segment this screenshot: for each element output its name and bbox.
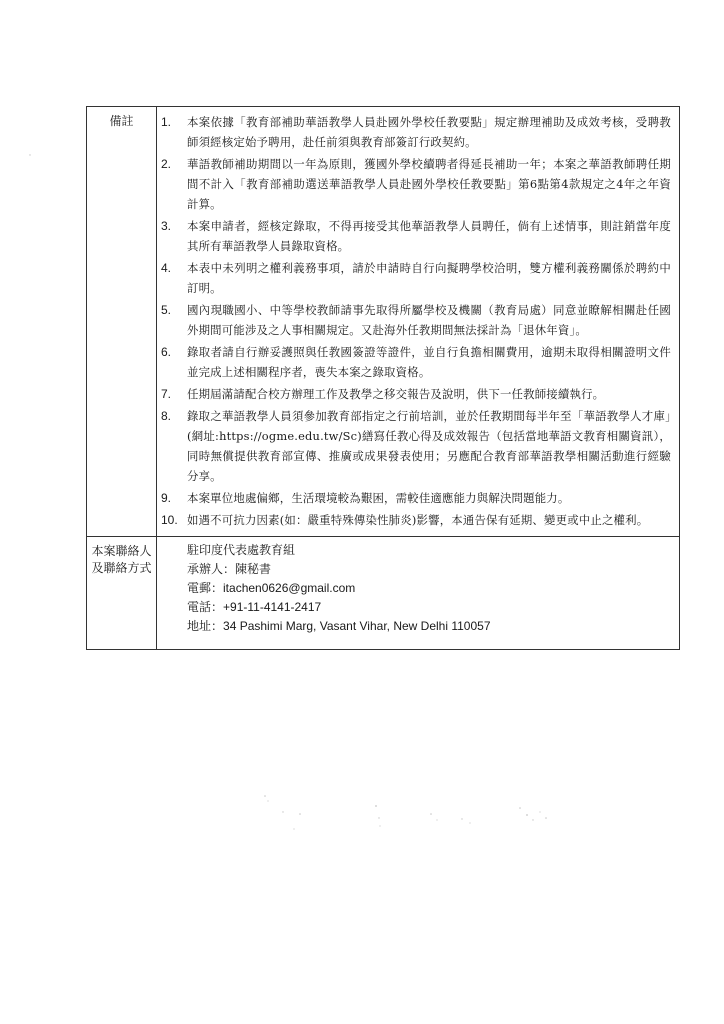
phone-value: +91-11-4141-2417 [223, 600, 322, 614]
contact-org: 駐印度代表處教育組 [187, 543, 296, 557]
list-item-text: 任期屆滿請配合校方辦理工作及教學之移交報告及說明，供下一任教師接續執行。 [187, 387, 605, 401]
contact-phone [187, 598, 673, 617]
list-item-number: 3. [161, 219, 172, 233]
list-item [161, 384, 671, 404]
list-item [161, 216, 671, 256]
remarks-table [86, 106, 680, 650]
list-item [161, 488, 671, 508]
list-item-number: 2. [161, 157, 172, 171]
list-item-number: 4. [161, 261, 172, 275]
address-value: 34 Pashimi Marg, Vasant Vihar, New Delhi 110057 [223, 619, 491, 633]
list-item-number: 8. [161, 409, 172, 423]
list-item [161, 154, 671, 214]
list-item-text: 本案申請者，經核定錄取，不得再接受其他華語教學人員聘任，倘有上述情事，則註銷當年度其所有華語教學人員錄取資格。 [187, 219, 671, 253]
list-item [161, 342, 671, 382]
list-item-text: 本案依據「教育部補助華語教學人員赴國外學校任教要點」規定辦理補助及成效考核，受聘教師須經核定始予聘用，赴任前須與教育部簽訂行政契約。 [187, 115, 671, 149]
email-value: itachen0626@gmail.com [223, 581, 356, 595]
contact-handler [187, 560, 673, 579]
list-item [161, 300, 671, 340]
list-item-number: 9. [161, 491, 172, 505]
phone-label: 電話： [187, 600, 224, 614]
address-label: 地址： [187, 619, 224, 633]
handler-label: 承辦人： [187, 562, 236, 576]
contact-details [157, 537, 680, 650]
handler-name: 陳秘書 [235, 562, 272, 576]
remarks-row [87, 107, 680, 537]
list-item [161, 112, 671, 152]
list-item-text: 如遇不可抗力因素(如：嚴重特殊傳染性肺炎)影響，本通告保有延期、變更或中止之權利。 [187, 513, 649, 527]
list-item-text: 本案單位地處偏鄉，生活環境較為艱困，需較佳適應能力與解決問題能力。 [187, 491, 570, 505]
email-label: 電郵： [187, 581, 224, 595]
contact-row [87, 537, 680, 650]
list-item-text: 本表中未列明之權利義務事項，請於申請時自行向擬聘學校洽明，雙方權利義務關係於聘約中訂明。 [187, 261, 671, 295]
list-item-number: 5. [161, 303, 172, 317]
list-item-number: 6. [161, 345, 172, 359]
contact-label [87, 537, 157, 650]
remarks-list [157, 107, 680, 537]
list-item-number: 7. [161, 387, 172, 401]
list-item-text: 錄取者請自行辦妥護照與任教國簽證等證件，並自行負擔相關費用，逾期未取得相關證明文件並完成上述相關程序者，喪失本案之錄取資格。 [187, 345, 671, 379]
list-item [161, 258, 671, 298]
list-item-number: 10. [161, 513, 178, 527]
list-item [161, 510, 671, 530]
list-item-text: 華語教師補助期間以一年為原則，獲國外學校續聘者得延長補助一年；本案之華語教師聘任期間不計入「教育部補助選送華語教學人員赴國外學校任教要點」第6點第4款規定之4年之年資計算。 [187, 157, 671, 211]
contact-label-line2: 及聯絡方式 [91, 561, 152, 575]
contact-address [187, 617, 673, 636]
list-item-number: 1. [161, 115, 172, 129]
remarks-label: 備註 [87, 107, 157, 537]
contact-label-line1: 本案聯絡人 [91, 544, 152, 558]
list-item-text: 國內現職國小、中等學校教師請事先取得所屬學校及機關（教育局處）同意並瞭解相關赴任國外期間可能涉及之人事相關規定。又赴海外任教期間無法採計為「退休年資」。 [187, 303, 671, 337]
contact-email [187, 579, 673, 598]
list-item [161, 406, 671, 486]
list-item-text: 錄取之華語教學人員須參加教育部指定之行前培訓，並於任教期間每半年至「華語教學人才庫」(網址:https://ogme.edu.tw/Sc)繕寫任教心得及成效報告（包括當地華語文教育相關資訊），同時無償提供教育部宣傳、推廣或成果發表使用；另應配合教育部華語教學相關活動進行經驗分享。 [187, 409, 671, 483]
